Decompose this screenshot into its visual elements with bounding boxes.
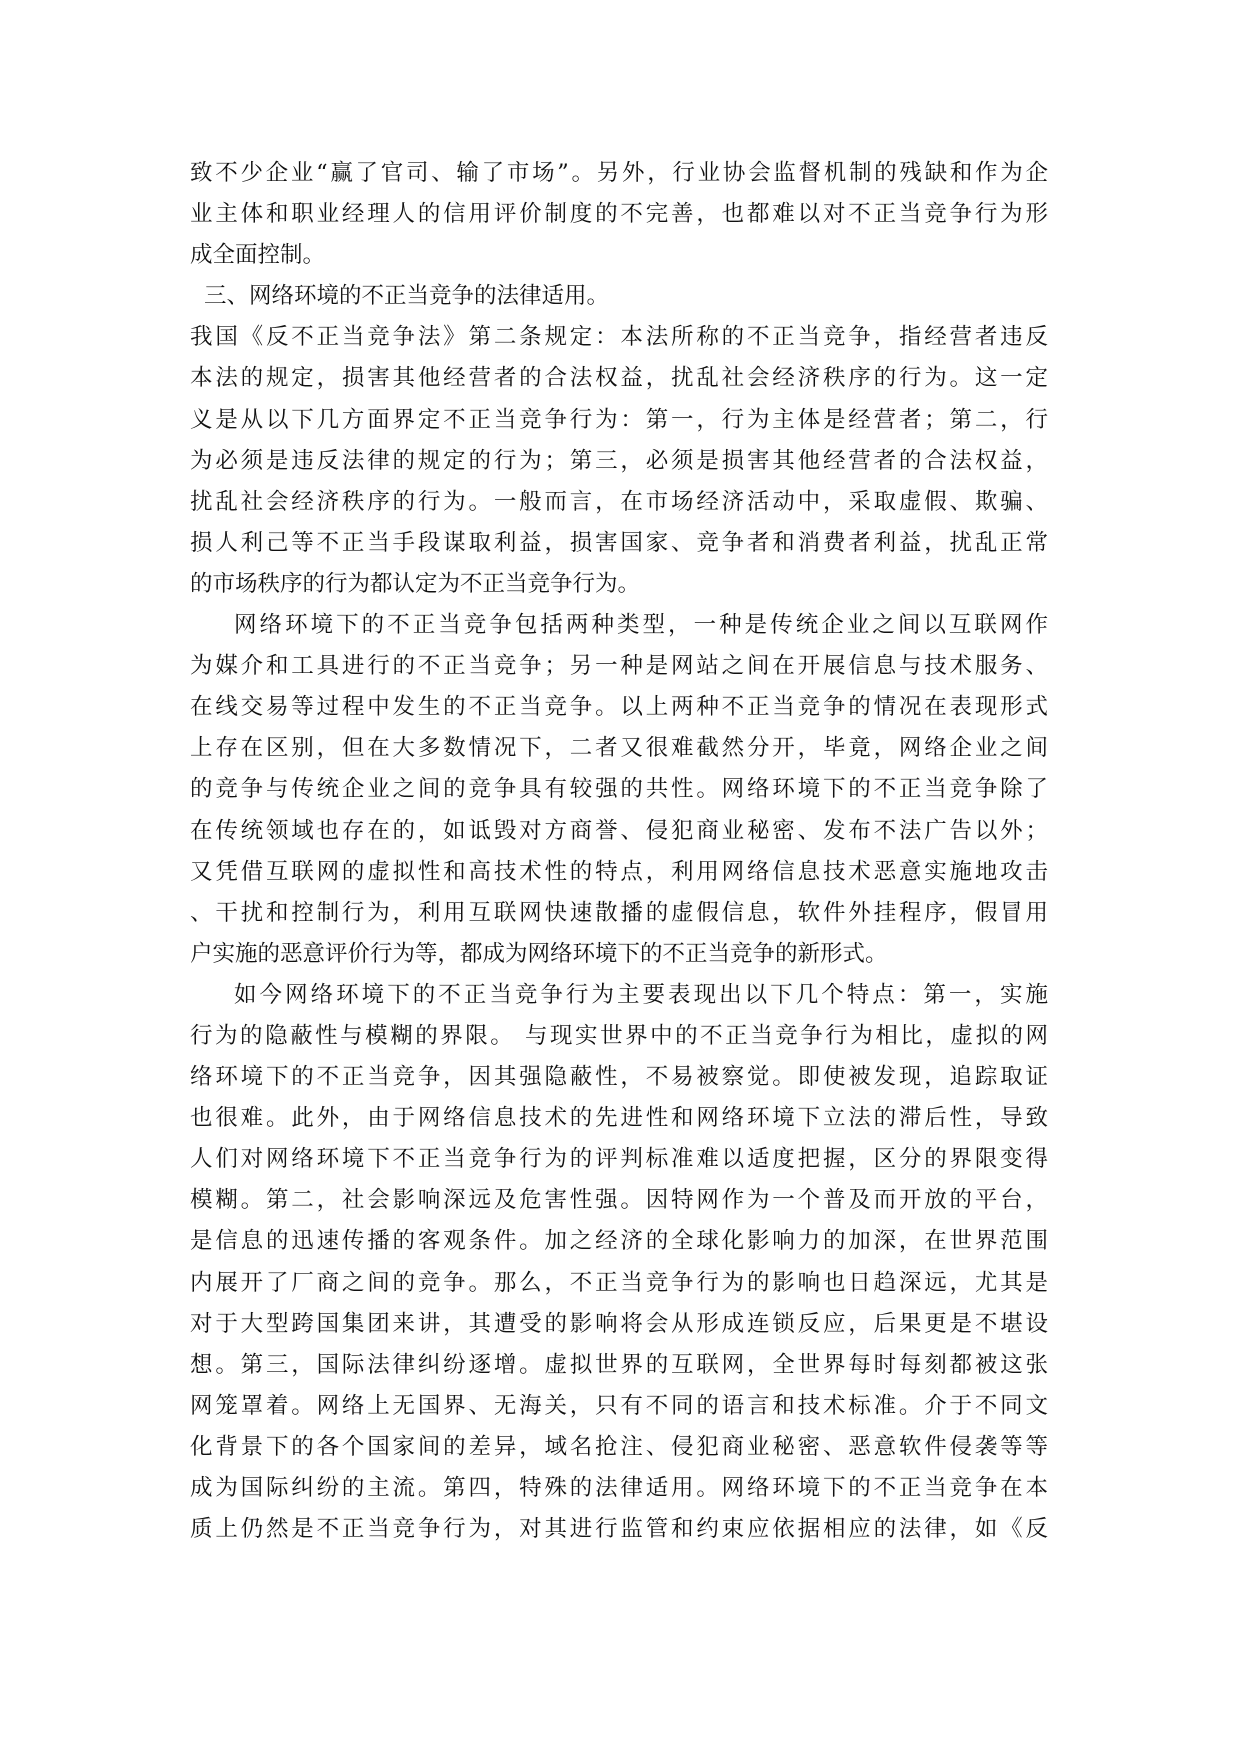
text-line: 在传统领域也存在的，如诋毁对方商誉、侵犯商业秘密、发布不法广告以外； xyxy=(190,817,1048,844)
text-line: 我国《反不正当竞争法》第二条规定：本法所称的不正当竞争，指经营者违反 xyxy=(190,324,1048,351)
text-line: 损人利己等不正当手段谋取利益，损害国家、竞争者和消费者利益，扰乱正常 xyxy=(190,529,1048,556)
text-line: 、干扰和控制行为，利用互联网快速散播的虚假信息，软件外挂程序，假冒用 xyxy=(190,899,1048,926)
text-line: 为必须是违反法律的规定的行为；第三，必须是损害其他经营者的合法权益， xyxy=(190,447,1048,474)
text-line: 成全面控制。 xyxy=(190,242,326,269)
text-line: 扰乱社会经济秩序的行为。一般而言，在市场经济活动中，采取虚假、欺骗、 xyxy=(190,488,1048,515)
text-line: 为媒介和工具进行的不正当竞争；另一种是网站之间在开展信息与技术服务、 xyxy=(190,653,1048,680)
text-line: 上存在区别，但在大多数情况下，二者又很难截然分开，毕竟，网络企业之间 xyxy=(190,735,1048,762)
text-line: 在线交易等过程中发生的不正当竞争。以上两种不正当竞争的情况在表现形式 xyxy=(190,694,1048,721)
text-line: 的市场秩序的行为都认定为不正当竞争行为。 xyxy=(190,570,641,597)
text-line: 内展开了厂商之间的竞争。那么，不正当竞争行为的影响也日趋深远，尤其是 xyxy=(190,1269,1048,1296)
text-line: 化背景下的各个国家间的差异，域名抢注、侵犯商业秘密、恶意软件侵袭等等 xyxy=(190,1433,1048,1460)
text-line: 义是从以下几方面界定不正当竞争行为：第一，行为主体是经营者；第二，行 xyxy=(190,406,1048,433)
paragraph-start-line: 网络环境下的不正当竞争包括两种类型，一种是传统企业之间以互联网作 xyxy=(234,612,1048,639)
text-line: 业主体和职业经理人的信用评价制度的不完善，也都难以对不正当竞争行为形 xyxy=(190,201,1048,228)
text-line: 行为的隐蔽性与模糊的界限。 与现实世界中的不正当竞争行为相比，虚拟的网 xyxy=(190,1022,1048,1049)
text-line: 想。第三，国际法律纠纷逐增。虚拟世界的互联网，全世界每时每刻都被这张 xyxy=(190,1351,1048,1378)
text-line: 对于大型跨国集团来讲，其遭受的影响将会从形成连锁反应，后果更是不堪设 xyxy=(190,1310,1048,1337)
text-line: 网笼罩着。网络上无国界、无海关，只有不同的语言和技术标准。介于不同文 xyxy=(190,1392,1048,1419)
text-line: 络环境下的不正当竞争，因其强隐蔽性，不易被察觉。即使被发现，追踪取证 xyxy=(190,1064,1048,1091)
text-line: 质上仍然是不正当竞争行为，对其进行监管和约束应依据相应的法律，如《反 xyxy=(190,1516,1048,1543)
body-text xyxy=(190,153,1048,1550)
text-line: 又凭借互联网的虚拟性和高技术性的特点，利用网络信息技术恶意实施地攻击 xyxy=(190,858,1048,885)
text-line: 致不少企业“赢了官司、输了市场”。另外，行业协会监督机制的残缺和作为企 xyxy=(190,160,1048,186)
section-heading: 三、网络环境的不正当竞争的法律适用。 xyxy=(204,283,610,310)
text-line: 人们对网络环境下不正当竞争行为的评判标准难以适度把握，区分的界限变得 xyxy=(190,1146,1048,1173)
text-line: 本法的规定，损害其他经营者的合法权益，扰乱社会经济秩序的行为。这一定 xyxy=(190,365,1048,392)
text-line: 是信息的迅速传播的客观条件。加之经济的全球化影响力的加深，在世界范围 xyxy=(190,1228,1048,1255)
text-line: 的竞争与传统企业之间的竞争具有较强的共性。网络环境下的不正当竞争除了 xyxy=(190,776,1048,803)
paragraph-start-line: 如今网络环境下的不正当竞争行为主要表现出以下几个特点：第一，实施 xyxy=(234,981,1048,1008)
text-line: 模糊。第二，社会影响深远及危害性强。因特网作为一个普及而开放的平台， xyxy=(190,1187,1048,1214)
text-line: 也很难。此外，由于网络信息技术的先进性和网络环境下立法的滞后性，导致 xyxy=(190,1105,1048,1132)
text-line: 成为国际纠纷的主流。第四，特殊的法律适用。网络环境下的不正当竞争在本 xyxy=(190,1475,1048,1501)
text-line: 户实施的恶意评价行为等，都成为网络环境下的不正当竞争的新形式。 xyxy=(190,940,888,967)
